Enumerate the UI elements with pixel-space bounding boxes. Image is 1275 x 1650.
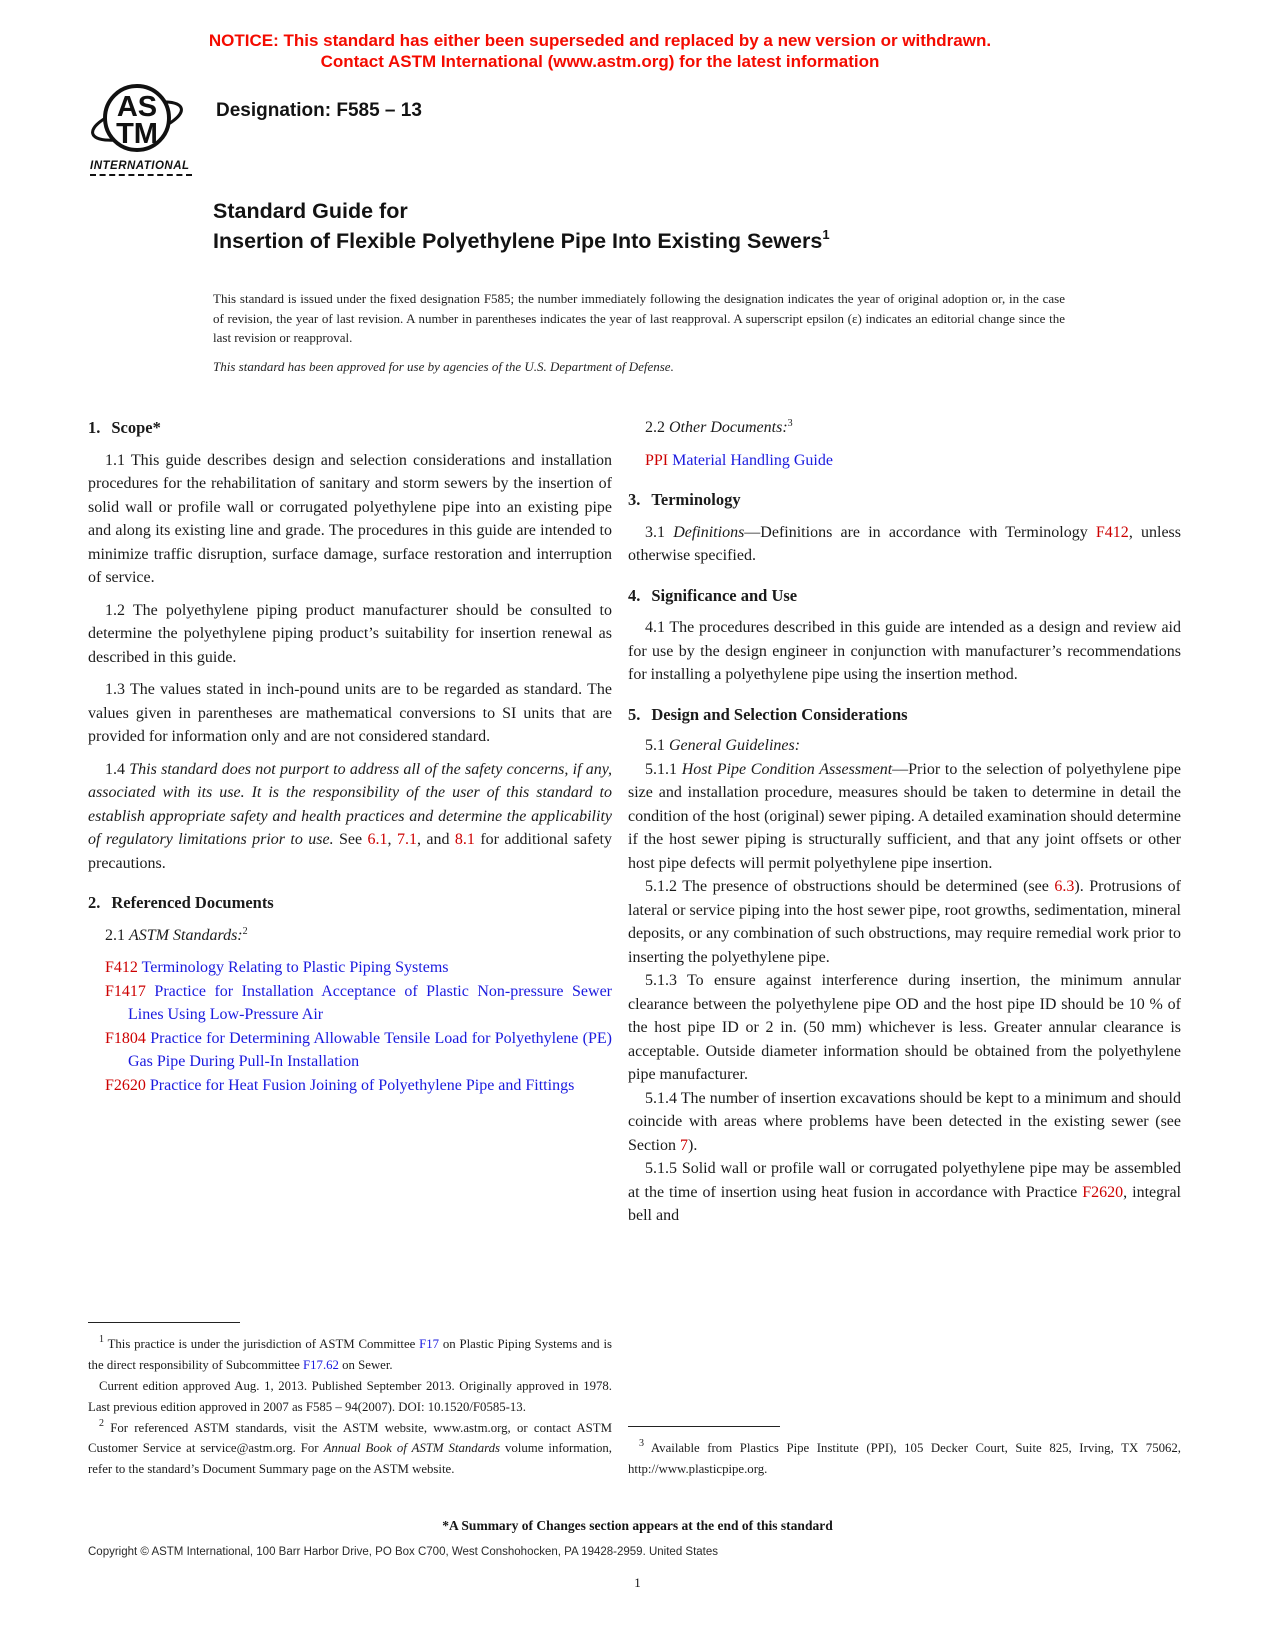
text-segment: 5.1.4 The number of insertion excavations should be kept to a minimum and should coincide with areas where problems have been detected in the existing sewer (see Section [628,1089,1181,1154]
section-number: 3. [628,490,641,509]
right-column-content [628,416,1181,1228]
text-segment: 1.2 The polyethylene piping product manufacturer should be consulted to determine the polyethylene piping product’s suitability for insertion renewal as described in this guide. [88,601,612,666]
text-segment: 2.2 [645,419,669,436]
text-segment: Host Pipe Condition Assessment [681,760,893,778]
document-link[interactable]: Practice for Determining Allowable Tensile Load for Polyethylene (PE) Gas Pipe During Pull-In Installation [128,1029,612,1070]
footnote-divider [88,1322,240,1323]
svg-text:AS: AS [116,91,158,123]
astm-logo-subtitle: INTERNATIONAL [90,160,192,176]
page-number: 1 [634,1575,641,1590]
document-link[interactable]: F17 [419,1337,440,1352]
reference-item [88,1027,612,1074]
text-segment: 2.1 [105,926,129,944]
section-title: Terminology [651,490,741,509]
footnote [88,1376,612,1418]
text-segment: 1 [99,1334,104,1346]
right-footnotes-content [628,1438,1181,1480]
text-segment: 5.1.1 [645,760,682,778]
text-segment: 3 [639,1438,644,1450]
paragraph [88,678,612,749]
paragraph [88,599,612,670]
document-link[interactable]: Material Handling Guide [672,451,833,469]
text-segment: This practice is under the jurisdiction of ASTM Committee [104,1337,420,1352]
section-number: 2. [88,893,101,912]
section-heading [88,891,612,915]
paragraph [628,616,1181,687]
section-heading [628,584,1181,608]
text-segment: ). [688,1136,698,1154]
paragraph [88,758,612,876]
cross-reference-link[interactable]: 6.3 [1054,878,1075,895]
text-segment: Definitions [673,523,745,541]
right-footnotes [628,1426,1181,1480]
title-line-1: Standard Guide for [213,199,408,223]
paragraph [628,1157,1181,1228]
cross-reference-link[interactable]: 6.1 [367,831,388,848]
copyright-line: Copyright © ASTM International, 100 Barr Harbor Drive, PO Box C700, West Conshohocken, PA 19428-2959. United States [88,1546,719,1558]
cross-reference-link[interactable]: F2620 [1082,1183,1124,1201]
dod-approval-note: This standard has been approved for use by agencies of the U.S. Department of Defense. [213,359,674,374]
cross-reference-link[interactable]: F1417 [105,982,146,1000]
section-number: 1. [88,418,101,437]
text-segment: ASTM Standards: [129,926,243,944]
section-title: Referenced Documents [111,893,274,912]
text-segment: 3 [787,418,793,429]
svg-text:TM: TM [116,118,158,150]
right-column [628,416,1181,1480]
section-number: 4. [628,585,641,605]
left-column [88,416,612,1480]
text-segment: volume information, refer to the standard’s Document Summary page on the ASTM website. [88,1441,613,1477]
text-segment: 5.1.5 Solid wall or profile wall or corrugated polyethylene pipe may be assembled at the time of insertion using heat fusion in accordance with Practice [628,1160,1181,1201]
text-segment: Available from Plastics Pipe Institute (PPI), 105 Decker Court, Suite 825, Irving, TX 75062, http://www.plasticpipe.org. [628,1441,1181,1477]
paragraph [628,758,1181,876]
cross-reference-link[interactable]: F412 [105,959,138,976]
left-footnotes-content [88,1334,612,1480]
text-segment: 1.4 [105,760,130,778]
document-link[interactable]: Practice for Installation Acceptance of Plastic Non-pressure Sewer Lines Using Low-Pressure Air [128,982,613,1023]
text-segment: See [333,831,368,848]
section-title: Design and Selection Considerations [651,704,908,724]
paragraph [628,521,1181,568]
reference-item [88,980,612,1027]
footnote [88,1334,612,1376]
cross-reference-link[interactable]: F1804 [105,1029,146,1047]
footnote [88,1418,612,1480]
text-segment: , unless otherwise specified. [628,523,1181,564]
document-title [213,196,1113,256]
cross-reference-link[interactable]: PPI [645,451,669,469]
cross-reference-link[interactable]: 8.1 [454,831,475,848]
title-line-2: Insertion of Flexible Polyethylene Pipe Into Existing Sewers$^1$ [213,227,830,253]
text-segment: on Plastic Piping Systems and is the direct responsibility of Subcommittee [88,1337,612,1373]
text-segment: General Guidelines: [669,737,801,754]
title-footnote-marker: 1 [822,227,830,242]
section-title: Significance and Use [651,585,798,605]
paragraph [628,875,1181,969]
cross-reference-link[interactable]: F2620 [105,1076,146,1094]
cross-reference-link[interactable]: 7.1 [396,831,417,848]
section-heading [88,416,612,440]
text-segment: 4.1 The procedures described in this guide are intended as a design and review aid for use by the design engineer in conjunction with manufacturer’s recommendations for installing a polyethylene pipe using the insertion method. [628,619,1181,683]
cross-reference-link[interactable]: 7 [680,1136,688,1154]
notice-line-1: NOTICE: This standard has either been superseded and replaced by a new version or withdrawn. [208,31,992,50]
text-segment: 2 [242,925,248,937]
superseded-notice [40,30,1160,72]
paragraph [628,969,1181,1087]
paragraph [628,734,1181,758]
text-segment: —Definitions are in accordance with Terminology [744,523,1096,541]
text-segment: 5.1.2 The presence of obstructions should be determined (see [645,878,1055,895]
footnote-divider [628,1426,780,1427]
text-segment: 1.1 This guide describes design and selection considerations and installation procedures for the rehabilitation of sanitary and storm sewers by the insertion of solid wall or profile wall or corrugated polyethylene pipe into an existing pipe and along its existing line and grade. The procedures in this guide are intended to minimize traffic disruption, surface damage, surface restoration and interruption of service. [88,451,612,586]
two-column-body [88,416,1181,1480]
document-link[interactable]: Terminology Relating to Plastic Piping Systems [141,959,449,976]
text-segment: Current edition approved Aug. 1, 2013. Published September 2013. Originally approved in 1978. Last previous edition approved in 2007 as F585 – 94(2007). DOI: 10.1520/F0585-13. [88,1379,612,1414]
text-segment: 3.1 [645,523,674,541]
notice-line-2: Contact ASTM International (www.astm.org) for the latest information [320,52,880,71]
text-segment: For referenced ASTM standards, visit the ASTM website, www.astm.org, or contact ASTM Customer Service at service@astm.org. For [88,1420,612,1456]
section-number: 5. [628,704,641,724]
paragraph [628,416,1181,440]
text-segment: 1.3 The values stated in inch-pound units are to be regarded as standard. The values given in parentheses are mathematical conversions to SI units that are provided for information only and are not considered standard. [88,681,612,745]
issuance-note: This standard is issued under the fixed designation F585; the number immediately following the designation indicates the year of original adoption or, in the case of revision, the year of last revision. A number in parentheses indicates the year of last reapproval. A superscript epsilon (ε) indicates an editorial change since the last revision or reapproval. [213,291,1065,345]
text-segment: 2 [99,1417,104,1429]
section-heading [628,703,1181,727]
reference-item [88,1074,612,1098]
cross-reference-link[interactable]: F412 [1095,523,1129,541]
designation: Designation: F585 – 13 [216,100,422,121]
text-segment: Annual Book of ASTM Standards [323,1441,500,1456]
paragraph [628,1087,1181,1158]
footnote [628,1438,1181,1480]
text-segment: 5.1 [645,737,669,754]
reference-item [628,449,1181,473]
left-footnotes [88,1322,612,1480]
text-segment: Other Documents: [669,419,788,436]
text-segment: , and [416,831,455,848]
paragraph [88,449,612,590]
section-title: Scope* [111,418,161,437]
text-segment: This standard does not purport to address all of the safety concerns, if any, associated with its use. It is the responsibility of the user of this standard to establish appropriate safety and health practices and determine the applicability of regulatory limitations prior to use. [88,760,613,848]
left-column-content [88,416,612,1097]
paragraph [88,924,612,948]
text-segment: 5.1.3 To ensure against interference during insertion, the minimum annular clearance between the polyethylene pipe OD and the host pipe ID should be 10 % of the host pipe ID or 2 in. (50 mm) whichever is less. Greater annular clearance is acceptable. Outside diameter information should be obtained from the polyethylene pipe manufacturer. [628,972,1181,1083]
reference-item [88,956,612,980]
astm-logo [90,80,192,176]
text-segment: on Sewer. [338,1358,393,1373]
text-segment: ). Protrusions of lateral or service piping into the host sewer pipe, root growths, sedimentation, mineral deposits, or any combination of such obstructions, may require remedial work prior to inserting the polyethylene pipe. [628,878,1181,966]
text-segment: for additional safety precautions. [88,831,612,872]
document-link[interactable]: Practice for Heat Fusion Joining of Polyethylene Pipe and Fittings [149,1076,575,1094]
text-segment: , [387,831,397,848]
text-segment: , integral bell and [628,1183,1181,1224]
document-link[interactable]: F17.62 [303,1358,339,1373]
summary-of-changes-note: *A Summary of Changes section appears at the end of this standard [442,1518,833,1533]
section-heading [628,488,1181,512]
astm-globe-icon [90,80,192,162]
text-segment: —Prior to the selection of polyethylene pipe size and installation procedure, measures should be taken to determine in detail the condition of the host (original) sewer piping. A detailed examination should determine if the host sewer piping is structurally sufficient, and that any joint offsets or other host pipe defects will permit polyethylene pipe insertion. [628,760,1181,872]
